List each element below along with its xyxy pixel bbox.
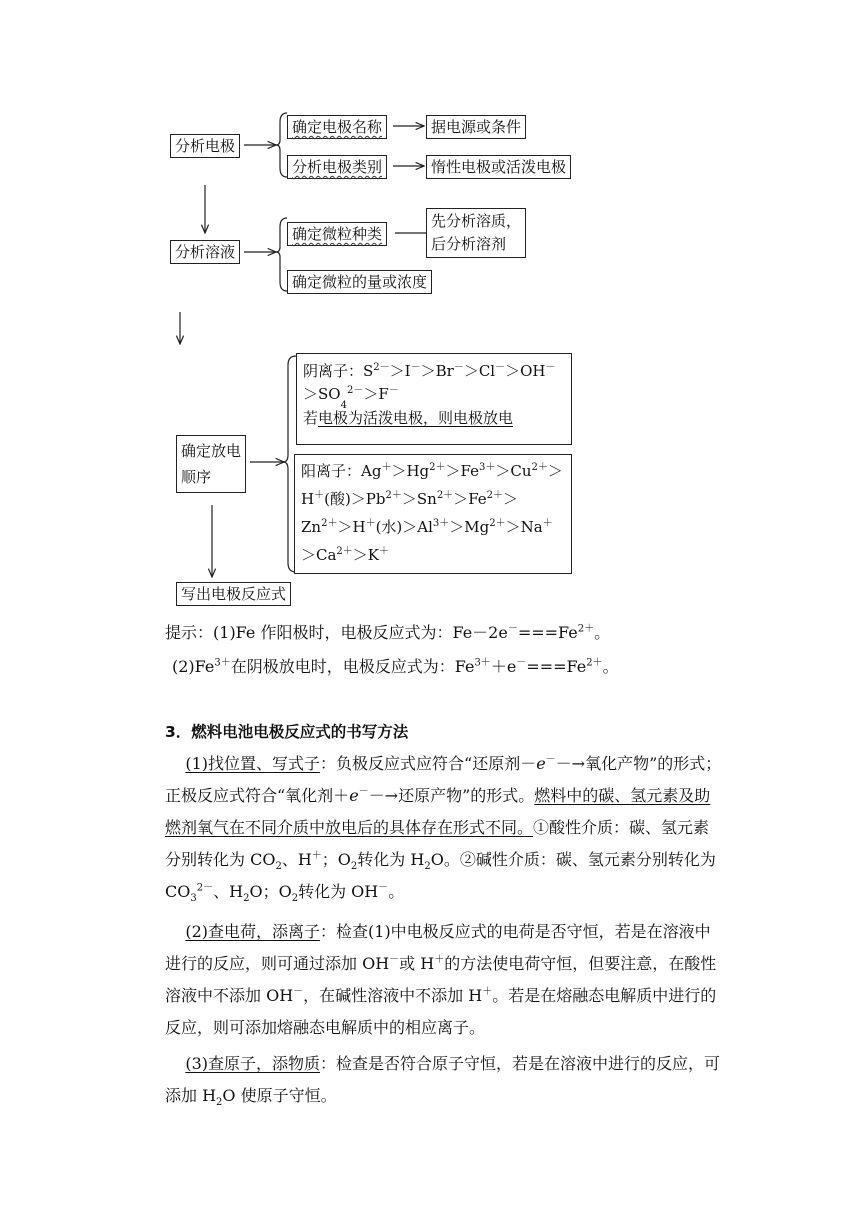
box-by-power-or-condition: 据电源或条件: [426, 115, 526, 139]
box-determine-particle-type: 确定微粒种类: [287, 222, 387, 246]
box-analyze-electrode-type: 分析电极类别: [287, 155, 387, 179]
box-anion-order: 阴离子：$S^{2-}>I^->Br^->Cl^->OH^-$ $>SO_4^{2-}>F^-$ 若电极为活泼电极，则电极放电: [296, 353, 572, 445]
box-inert-or-active: 惰性电极或活泼电极: [426, 155, 571, 179]
section-3-paragraph-2: (2)查电荷，添离子：检查(1)中电极反应式的电荷是否守恒，若是在溶液中进行的反应，则可通过添加 OH－或 H＋的方法使电荷守恒，但要注意，在酸性溶液中不添加 OH－，在碱性溶液中不添加 H＋。若是在熔融态电解质中进行的反应，则可添加熔融态电解质中的相应离子。: [165, 922, 717, 1037]
box-write-equation: 写出电极反应式: [176, 582, 291, 606]
box-cation-order: 阳离子：$Ag^+>Hg^{2+}>Fe^{3+}>Cu^{2+}>$ H＋(酸)$>Pb^{2+}>Sn^{2+}>Fe^{2+}>$ $Zn^{2+}>H^+$(水)$>Al^{3+}>Mg^{2+}>Na^+$ $>Ca^{2+}>K^+$: [294, 454, 572, 574]
box-analyze-electrode: 分析电极: [170, 134, 240, 158]
box-determine-discharge-order: 确定放电 顺序: [176, 435, 246, 493]
box-solute-solvent: 先分析溶质， 后分析溶剂: [426, 208, 526, 258]
box-analyze-solution: 分析溶液: [170, 240, 240, 264]
box-determine-particle-amount: 确定微粒的量或浓度: [287, 270, 432, 294]
hint-line-1: 提示：(1)Fe 作阳极时，电极反应式为：$Fe-2e^-===Fe^{2+}$。: [165, 623, 611, 642]
section-3-paragraph-1: (1)找位置、写式子：负极反应式应符合“还原剂－e－－→氧化产物”的形式；正极反应式符合“氧化剂＋e－－→还原产物”的形式。燃料中的碳、氢元素及助燃剂氧气在不同介质中放电后的具体存在形式不同。①酸性介质：碳、氢元素分别转化为 $CO_2$、H＋；$O_2$转化为 $H_2O$。②碱性介质：碳、氢元素分别转化为 $CO_3^{2-}$、$H_2O$；$O_2$转化为 OH－。: [165, 754, 722, 905]
hint-line-2: $(2)Fe^{3+}$在阴极放电时，电极反应式为：$Fe^{3+}+e^-===Fe^{2+}$。: [172, 657, 619, 676]
section-3-paragraph-3: (3)查原子，添物质：检查是否符合原子守恒，若是在溶液中进行的反应，可添加 $H_2O$ 使原子守恒。: [165, 1054, 721, 1109]
box-determine-electrode-name: 确定电极名称: [287, 115, 387, 139]
section-3-title: 3．燃料电池电极反应式的书写方法: [165, 723, 409, 741]
